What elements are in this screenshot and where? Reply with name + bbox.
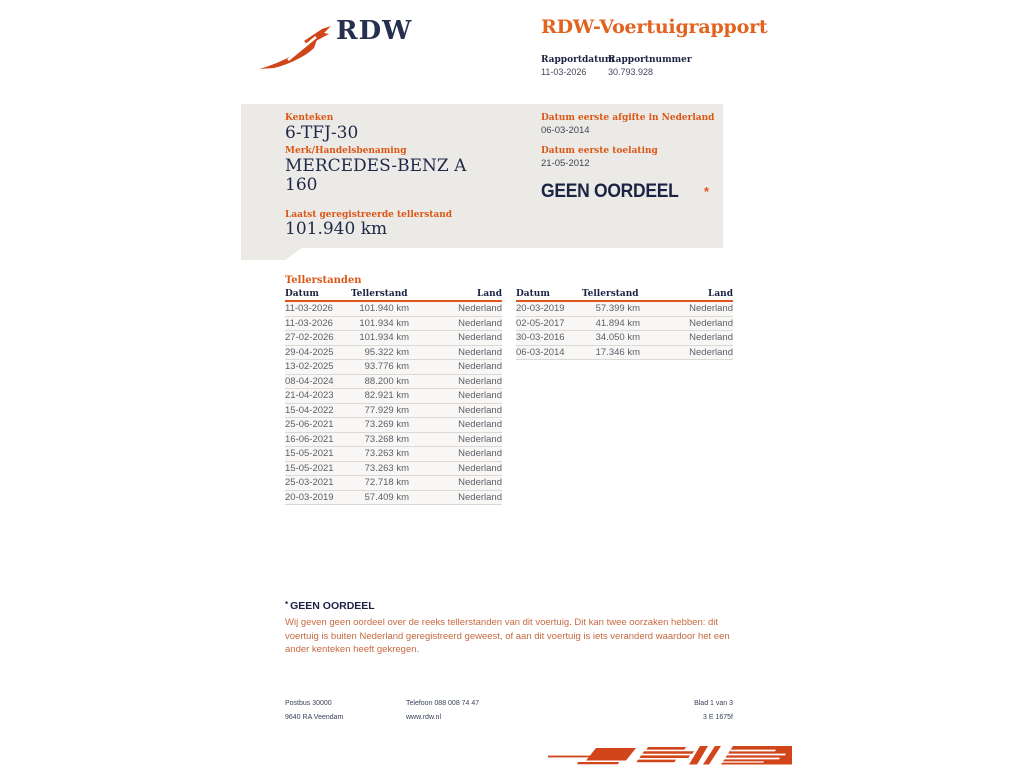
row-odometer: 72.718 km	[364, 477, 409, 488]
row-date: 21-04-2023	[285, 390, 334, 401]
table-row	[516, 331, 733, 346]
tellerstanden-heading: Tellerstanden	[285, 275, 362, 286]
tellerstanden-table-right	[516, 289, 733, 360]
row-date: 08-04-2024	[285, 375, 334, 387]
row-odometer: 93.776 km	[364, 361, 409, 372]
row-country: Nederland	[689, 317, 733, 329]
row-odometer: 101.934 km	[359, 332, 409, 343]
afgifte-label: Datum eerste afgifte in Nederland	[541, 113, 715, 123]
row-date: 15-04-2022	[285, 404, 334, 416]
report-date-value: 11-03-2026	[541, 67, 587, 77]
report-number-value: 30.793.928	[608, 67, 654, 77]
footer-address-line2: 9640 RA Veendam	[285, 714, 344, 721]
table-row	[285, 302, 502, 317]
vehicle-summary-panel	[241, 104, 723, 248]
column-header-datum: Datum	[285, 289, 319, 299]
row-date: 29-04-2025	[285, 346, 334, 358]
footer-phone: Telefoon 088 008 74 47	[406, 700, 480, 707]
table-header	[285, 289, 502, 302]
row-date: 13-02-2025	[285, 361, 334, 372]
toelating-label: Datum eerste toelating	[541, 146, 658, 156]
table-row	[285, 360, 502, 375]
row-country: Nederland	[458, 317, 502, 329]
note-body: Wij geven geen oordeel over de reeks tellerstanden van dit voertuig. Dit kan twee oorzaken hebben: dit voertuig is buiten Nederland geregistreerd geweest, of aan dit voertuig is iets veranderd waardoor het een ander kenteken heeft gekregen.	[285, 617, 730, 655]
row-odometer: 57.399 km	[595, 303, 640, 314]
tellerstand-value: 101.940 km	[285, 219, 388, 239]
page-title: RDW-Voertuigrapport	[541, 16, 768, 38]
toelating-value: 21-05-2012	[541, 158, 590, 169]
kenteken-value: 6-TFJ-30	[285, 123, 359, 143]
row-country: Nederland	[458, 433, 502, 445]
row-date: 27-02-2026	[285, 332, 334, 343]
column-header-tellerstand: Tellerstand	[582, 289, 639, 299]
row-odometer: 88.200 km	[364, 375, 409, 387]
table-row	[516, 317, 733, 332]
footer-document-code: 3 E 1675f	[703, 714, 733, 721]
table-row	[285, 462, 502, 477]
table-row	[285, 491, 502, 506]
table-row	[285, 389, 502, 404]
row-odometer: 73.268 km	[364, 433, 409, 445]
row-date: 20-03-2019	[516, 303, 565, 314]
row-odometer: 101.940 km	[359, 303, 409, 314]
table-row	[285, 375, 502, 390]
column-header-datum: Datum	[516, 289, 550, 299]
row-odometer: 41.894 km	[595, 317, 640, 329]
row-date: 15-05-2021	[285, 448, 334, 459]
table-row	[285, 317, 502, 332]
note-asterisk: *	[285, 600, 289, 609]
row-country: Nederland	[458, 404, 502, 416]
row-country: Nederland	[689, 303, 733, 314]
row-odometer: 57.409 km	[364, 491, 409, 503]
row-odometer: 34.050 km	[595, 332, 640, 343]
column-header-land: Land	[477, 289, 502, 299]
note-heading	[285, 600, 375, 612]
row-country: Nederland	[458, 491, 502, 503]
column-header-tellerstand: Tellerstand	[351, 289, 408, 299]
table-body	[516, 302, 733, 360]
table-row	[285, 346, 502, 361]
table-row	[285, 476, 502, 491]
footer-website-link[interactable]: www.rdw.nl	[406, 714, 442, 721]
row-country: Nederland	[458, 448, 502, 459]
table-row	[516, 302, 733, 317]
merk-label: Merk/Handelsbenaming	[285, 146, 407, 156]
row-country: Nederland	[458, 332, 502, 343]
row-country: Nederland	[458, 462, 502, 474]
row-date: 25-06-2021	[285, 419, 334, 430]
table-row	[516, 346, 733, 361]
rdw-logo-icon	[258, 24, 332, 72]
footer-page-number: Blad 1 van 3	[694, 700, 733, 707]
table-body	[285, 302, 502, 505]
row-odometer: 82.921 km	[364, 390, 409, 401]
table-row	[285, 433, 502, 448]
table-row	[285, 447, 502, 462]
row-date: 20-03-2019	[285, 491, 334, 503]
kenteken-label: Kenteken	[285, 113, 334, 123]
row-country: Nederland	[458, 361, 502, 372]
row-odometer: 73.269 km	[364, 419, 409, 430]
row-odometer: 17.346 km	[595, 346, 640, 358]
row-country: Nederland	[458, 375, 502, 387]
oordeel-asterisk: *	[703, 184, 709, 199]
row-country: Nederland	[458, 419, 502, 430]
row-country: Nederland	[689, 332, 733, 343]
row-date: 25-03-2021	[285, 477, 334, 488]
row-country: Nederland	[458, 303, 502, 314]
merk-value: MERCEDES-BENZ A 160	[285, 156, 467, 195]
row-date: 16-06-2021	[285, 433, 334, 445]
panel-tail	[241, 248, 302, 260]
note-heading-text: GEEN OORDEEL	[290, 600, 375, 612]
row-date: 06-03-2014	[516, 346, 565, 358]
row-country: Nederland	[458, 477, 502, 488]
row-odometer: 95.322 km	[364, 346, 409, 358]
row-date: 02-05-2017	[516, 317, 565, 329]
row-date: 11-03-2026	[285, 303, 333, 314]
row-country: Nederland	[458, 390, 502, 401]
tellerstanden-table-left	[285, 289, 502, 505]
row-country: Nederland	[689, 346, 733, 358]
oordeel-value: GEEN OORDEEL	[541, 181, 679, 202]
row-odometer: 77.929 km	[364, 404, 409, 416]
table-row	[285, 418, 502, 433]
row-odometer: 73.263 km	[364, 462, 409, 474]
speed-lines-graphic-icon	[548, 743, 792, 768]
logo-wordmark: RDW	[336, 16, 413, 46]
row-date: 15-05-2021	[285, 462, 334, 474]
table-row	[285, 404, 502, 419]
footer-address-line1: Postbus 30000	[285, 700, 332, 707]
row-odometer: 101.934 km	[359, 317, 409, 329]
table-header	[516, 289, 733, 302]
afgifte-value: 06-03-2014	[541, 125, 590, 136]
row-odometer: 73.263 km	[364, 448, 409, 459]
table-row	[285, 331, 502, 346]
row-country: Nederland	[458, 346, 502, 358]
row-date: 30-03-2016	[516, 332, 565, 343]
row-date: 11-03-2026	[285, 317, 333, 329]
report-date-label: Rapportdatum	[541, 55, 615, 65]
column-header-land: Land	[708, 289, 733, 299]
tellerstand-label: Laatst geregistreerde tellerstand	[285, 210, 453, 220]
report-number-label: Rapportnummer	[608, 55, 692, 65]
